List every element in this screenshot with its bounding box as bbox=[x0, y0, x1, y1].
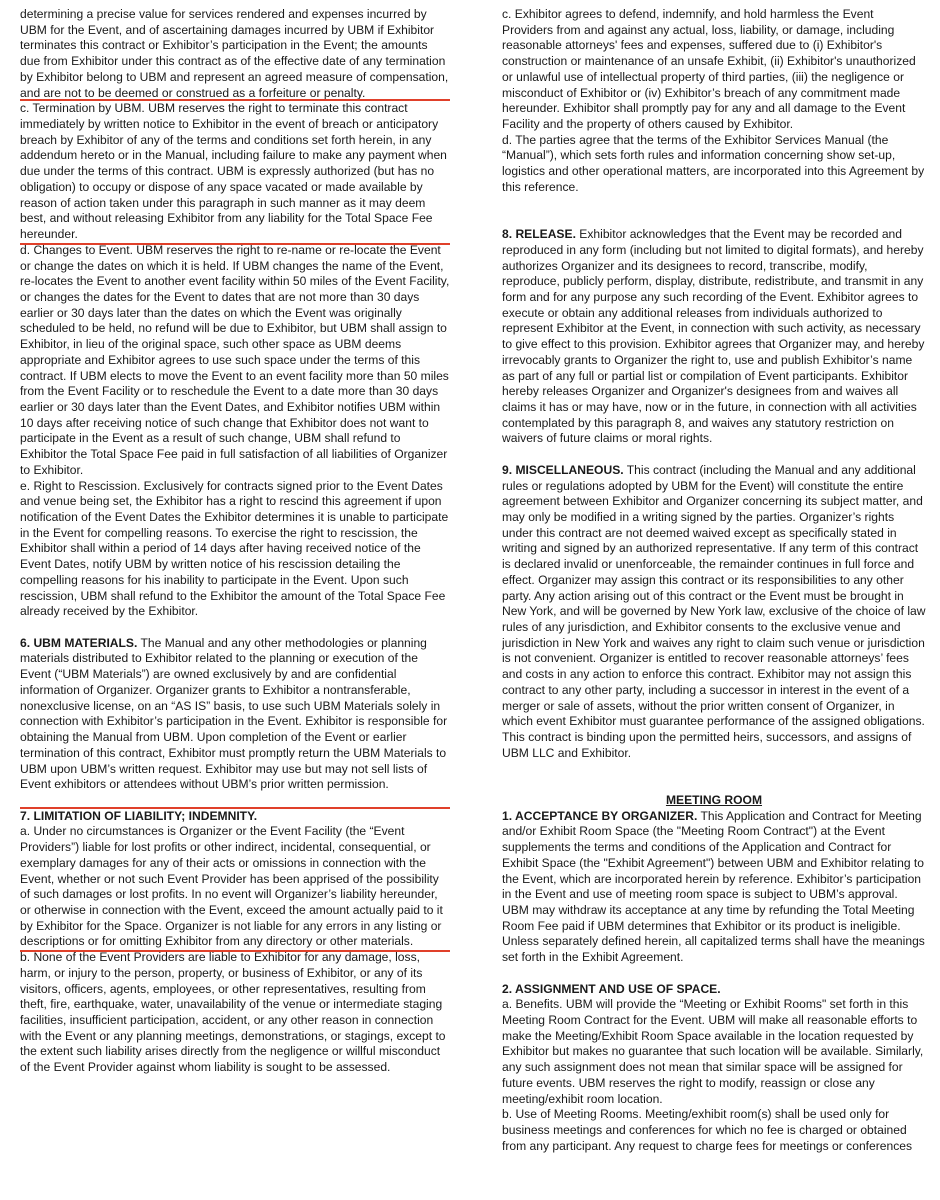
spacer bbox=[502, 762, 926, 778]
section-heading: 1. ACCEPTANCE BY ORGANIZER. bbox=[502, 808, 698, 823]
clause-liability-a: a. Under no circumstances is Organizer or the Event Facility (the “Event Providers”) liable for lost profits or other indirect, incidental, consequential, or exemplary damages for any of their acts or omissions in connection with the Event, whether or not such Event Provider has been apprised of the possibility of such damages or lost profits. In no event will Organizer’s liability hereunder, or otherwise in connection with the Event, exceed the amount actually paid to it by Exhibitor for the Space. Organizer is not liable for any errors in any listing or descriptions or for omitting Exhibitor from any directory or other materials. bbox=[20, 824, 443, 949]
spacer bbox=[502, 211, 926, 227]
left-column bbox=[20, 7, 450, 1197]
clause-liability-b: b. None of the Event Providers are liable to Exhibitor for any damage, loss, harm, or injury to the person, property, or business of Exhibitor, or any of its visitors, officers, agents, employees, or other representatives, resulting from theft, fire, earthquake, water, unavailability of the venue or intermediate staging facilities, insufficient participation, accident, or any other reason in connection with the Event or any planning meetings, demonstrations, or stagings, except to the extent such liability arises directly from the negligence or willful misconduct of the Event Provider against whom liability is sought to be assessed. bbox=[20, 950, 446, 1075]
clause-indemnify-c: c. Exhibitor agrees to defend, indemnify, and hold harmless the Event Providers from and against any actual, loss, liability, or damage, including reasonable attorneys' fees and expenses, suffered due to (i) Exhibitor's construction or maintenance of an unsafe Exhibit, (ii) Exhibitor's unauthorized or unlawful use of intellectual property of third parties, (iii) the negligence or misconduct of Exhibitor or (iv) Exhibitor’s breach of any commitment made hereunder. Exhibitor shall promptly pay for any and all damage to the Event Facility and the property of others caused by Exhibitor. bbox=[502, 7, 916, 132]
section-heading-assignment: 2. ASSIGNMENT AND USE OF SPACE. bbox=[502, 981, 721, 996]
clause-continuation: determining a precise value for services rendered and expenses incurred by UBM for the Event, and of ascertaining damages incurred by UBM if Exhibitor terminates this contract or Exhibitor’s participation in the Event; the amounts due from Exhibitor under this contract as of the effective date of any termination by Exhibitor belong to UBM and represent an agreed measure of compensation, and are not to be deemed or construed as a forfeiture or penalty. bbox=[20, 7, 449, 100]
clause-termination-by-ubm: c. Termination by UBM. UBM reserves the right to terminate this contract immediately by written notice to Exhibitor in the event of breach or anticipatory breach by Exhibitor of any of the terms and conditions set forth herein, in any addendum hereto or in the Manual, including failure to make any payment when due under the terms of this contract. UBM is expressly authorized (but has no obligation) to occupy or dispose of any space vacated or made available by reason of action taken under this paragraph in such manner as it may deem best, and without releasing Exhibitor from any liability for the Total Space Fee hereunder. bbox=[20, 101, 450, 242]
section-body: This contract (including the Manual and any additional rules or regulations adopted by UBM for the Event) will constitute the entire agreement between Exhibitor and Organizer concerning its subject matter, and may only be modified in a writing signed by the parties. Organizer’s rights under this contract are not deemed waived except as specifically stated in writing and signed by an authorized representative. If any term of this contract is declared invalid or unenforceable, the remainder continues in full force and effect. Organizer may assign this contract or its responsibilities to any other party. Any action arising out of this contract or the Event must be brought in New York, and will be governed by New York law, exclusive of the choice of law rules of any jurisdiction, and Exhibitor consents to the exclusive venue and jurisdiction in New York and waives any right to claim such venue or jurisdiction is not convenient. Organizer is entitled to recover reasonable attorneys’ fees and costs in any action to enforce this contract. Exhibitor may not assign this contract to any other party, including a successor in interest in the event of a merger or sale of assets, without the prior written consent of Organizer, in which event Exhibitor must guarantee performance of the assigned obligations. This contract is binding upon the permitted heirs, successors, and assigns of UBM LLC and Exhibitor. bbox=[502, 462, 926, 760]
spacer bbox=[20, 793, 450, 809]
section-body: The Manual and any other methodologies or planning materials distributed to Exhibitor related to the planning or execution of the Event (“UBM Materials”) are owned exclusively by and are confidential information of Organizer. Organizer grants to Exhibitor a nontransferable, nonexclusive license, on an “AS IS” basis, to use such UBM Materials solely in connection with Exhibitor’s participation in the Event. Exhibitor is responsible for obtaining the Manual from UBM. Upon completion of the Event or earlier termination of this contract, Exhibitor must promptly return the UBM Materials to UBM upon UBM’s written request. Exhibitor may use but may not sell lists of Event exhibitors or attendees without UBM’s prior written permission. bbox=[20, 635, 448, 792]
spacer bbox=[502, 447, 926, 463]
section-body: Exhibitor acknowledges that the Event may be recorded and reproduced in any form (including but not limited to digital formats), and hereby authorizes Organizer and its designees to record, transcribe, modify, reproduce, publicly perform, display, distribute, redistribute, and transmit in any form and for any purpose any such recording of the Event. Exhibitor agrees to execute or obtain any additional releases from individuals authorized to represent Exhibitor at the Event, in connection with such activity, as necessary to give effect to this provision. Exhibitor agrees that Organizer may, and hereby irrevocably grants to Organizer the right to, use and publish Exhibitor’s name as part of any full or partial list or compilation of Event participants. Exhibitor hereby releases Organizer and Organizer's designees from and waives all claims it has or may have, now or in the future, in connection with all activities contemplated by this paragraph 8, and waives any statutory restriction on waivers of future claims or moral rights. bbox=[502, 227, 925, 446]
spacer bbox=[20, 620, 450, 636]
section-body: This Application and Contract for Meeting and/or Exhibit Room Space (the "Meeting Room Contract") at the Event supplements the terms and conditions of the Application and Contract for Exhibit Space (the "Exhibit Agreement") between UBM and Exhibitor relating to the Event, which are incorporated herein by reference. Exhibitor’s participation in the Event and use of meeting room space is subject to UBM’s approval. UBM may withdraw its acceptance at any time by refunding the Total Meeting Room Fee paid if UBM determines that Exhibitor or its product is ineligible. Unless separately defined herein, all capitalized terms shall have the meanings set forth in the Exhibit Agreement. bbox=[502, 808, 925, 965]
section-miscellaneous bbox=[502, 463, 926, 762]
spacer bbox=[502, 777, 926, 793]
clause-use-of-meeting-rooms-b: b. Use of Meeting Rooms. Meeting/exhibit room(s) shall be used only for business meetings and conferences for which no fee is charged or obtained from any participant. Any request to charge fees for meetings or conferences bbox=[502, 1107, 913, 1153]
spacer bbox=[502, 966, 926, 982]
spacer bbox=[502, 196, 926, 212]
meeting-room-title: MEETING ROOM bbox=[665, 792, 763, 807]
section-ubm-materials bbox=[20, 636, 450, 793]
section-heading-liability: 7. LIMITATION OF LIABILITY; INDEMNITY. bbox=[20, 808, 258, 823]
clause-benefits-a: a. Benefits. UBM will provide the “Meeting or Exhibit Rooms" set forth in this Meeting Room Contract for the Event. UBM will make all reasonable efforts to make the Meeting/Exhibit Room Space available in the location requested by Exhibitor but makes no guarantee that such location will be available. Similarly, any such assignment does not mean that similar space will be assigned for future events. UBM reserves the right to modify, reassign or close any meeting/exhibit room location. bbox=[502, 997, 924, 1106]
highlight-limitation-of-liability bbox=[20, 809, 450, 950]
clause-changes-to-event: d. Changes to Event. UBM reserves the right to re-name or re-locate the Event or change the dates on which it is held. If UBM changes the name of the Event, re-locates the Event to another event facility within 50 miles of the Event Facility, or changes the dates for the Event to dates that are not more than 30 days earlier or 30 days later than the dates on which the Event was originally scheduled to be held, no refund will be due to Exhibitor, but UBM shall assign to Exhibitor, in lieu of the original space, such other space as UBM deems appropriate and Exhibitor agrees to use such space under the terms of this contract. If UBM elects to move the Event to an event facility more than 50 miles from the Event Facility or to reschedule the Event to a date more than 30 days earlier or 30 days later than the Event Dates, and Exhibitor notifies UBM within 10 days after receiving notice of such change that Exhibitor does not want to participate in the Event as a result of such change, UBM shall refund to Exhibitor the Total Space Fee paid in full satisfaction of all liabilities of Organizer to Exhibitor. bbox=[20, 242, 450, 477]
section-heading: 9. MISCELLANEOUS. bbox=[502, 462, 624, 477]
section-acceptance-by-organizer bbox=[502, 809, 926, 966]
section-release bbox=[502, 227, 926, 447]
clause-right-to-rescission: e. Right to Rescission. Exclusively for contracts signed prior to the Event Dates and venue being set, the Exhibitor has a right to rescind this agreement if upon notification of the Event Dates the Exhibitor determines it is unable to participate in the Event for compelling reasons. To exercise the right to rescission, the Exhibitor shall within a period of 14 days after having received notice of the Event Dates, notify UBM by written notice of his rescission detailing the compelling reasons for his inability to participate in the Event. Upon such rescission, UBM shall refund to the Exhibitor the amount of the Total Space Fee already received by the Exhibitor. bbox=[20, 478, 449, 619]
right-column bbox=[502, 7, 926, 1197]
clause-manual-d: d. The parties agree that the terms of the Exhibitor Services Manual (the “Manual”), which sets forth rules and information concerning show set-up, logistics and other operational matters, are incorporated into this Agreement by this reference. bbox=[502, 132, 925, 194]
section-heading: 8. RELEASE. bbox=[502, 227, 576, 242]
section-heading: 6. UBM MATERIALS. bbox=[20, 635, 138, 650]
